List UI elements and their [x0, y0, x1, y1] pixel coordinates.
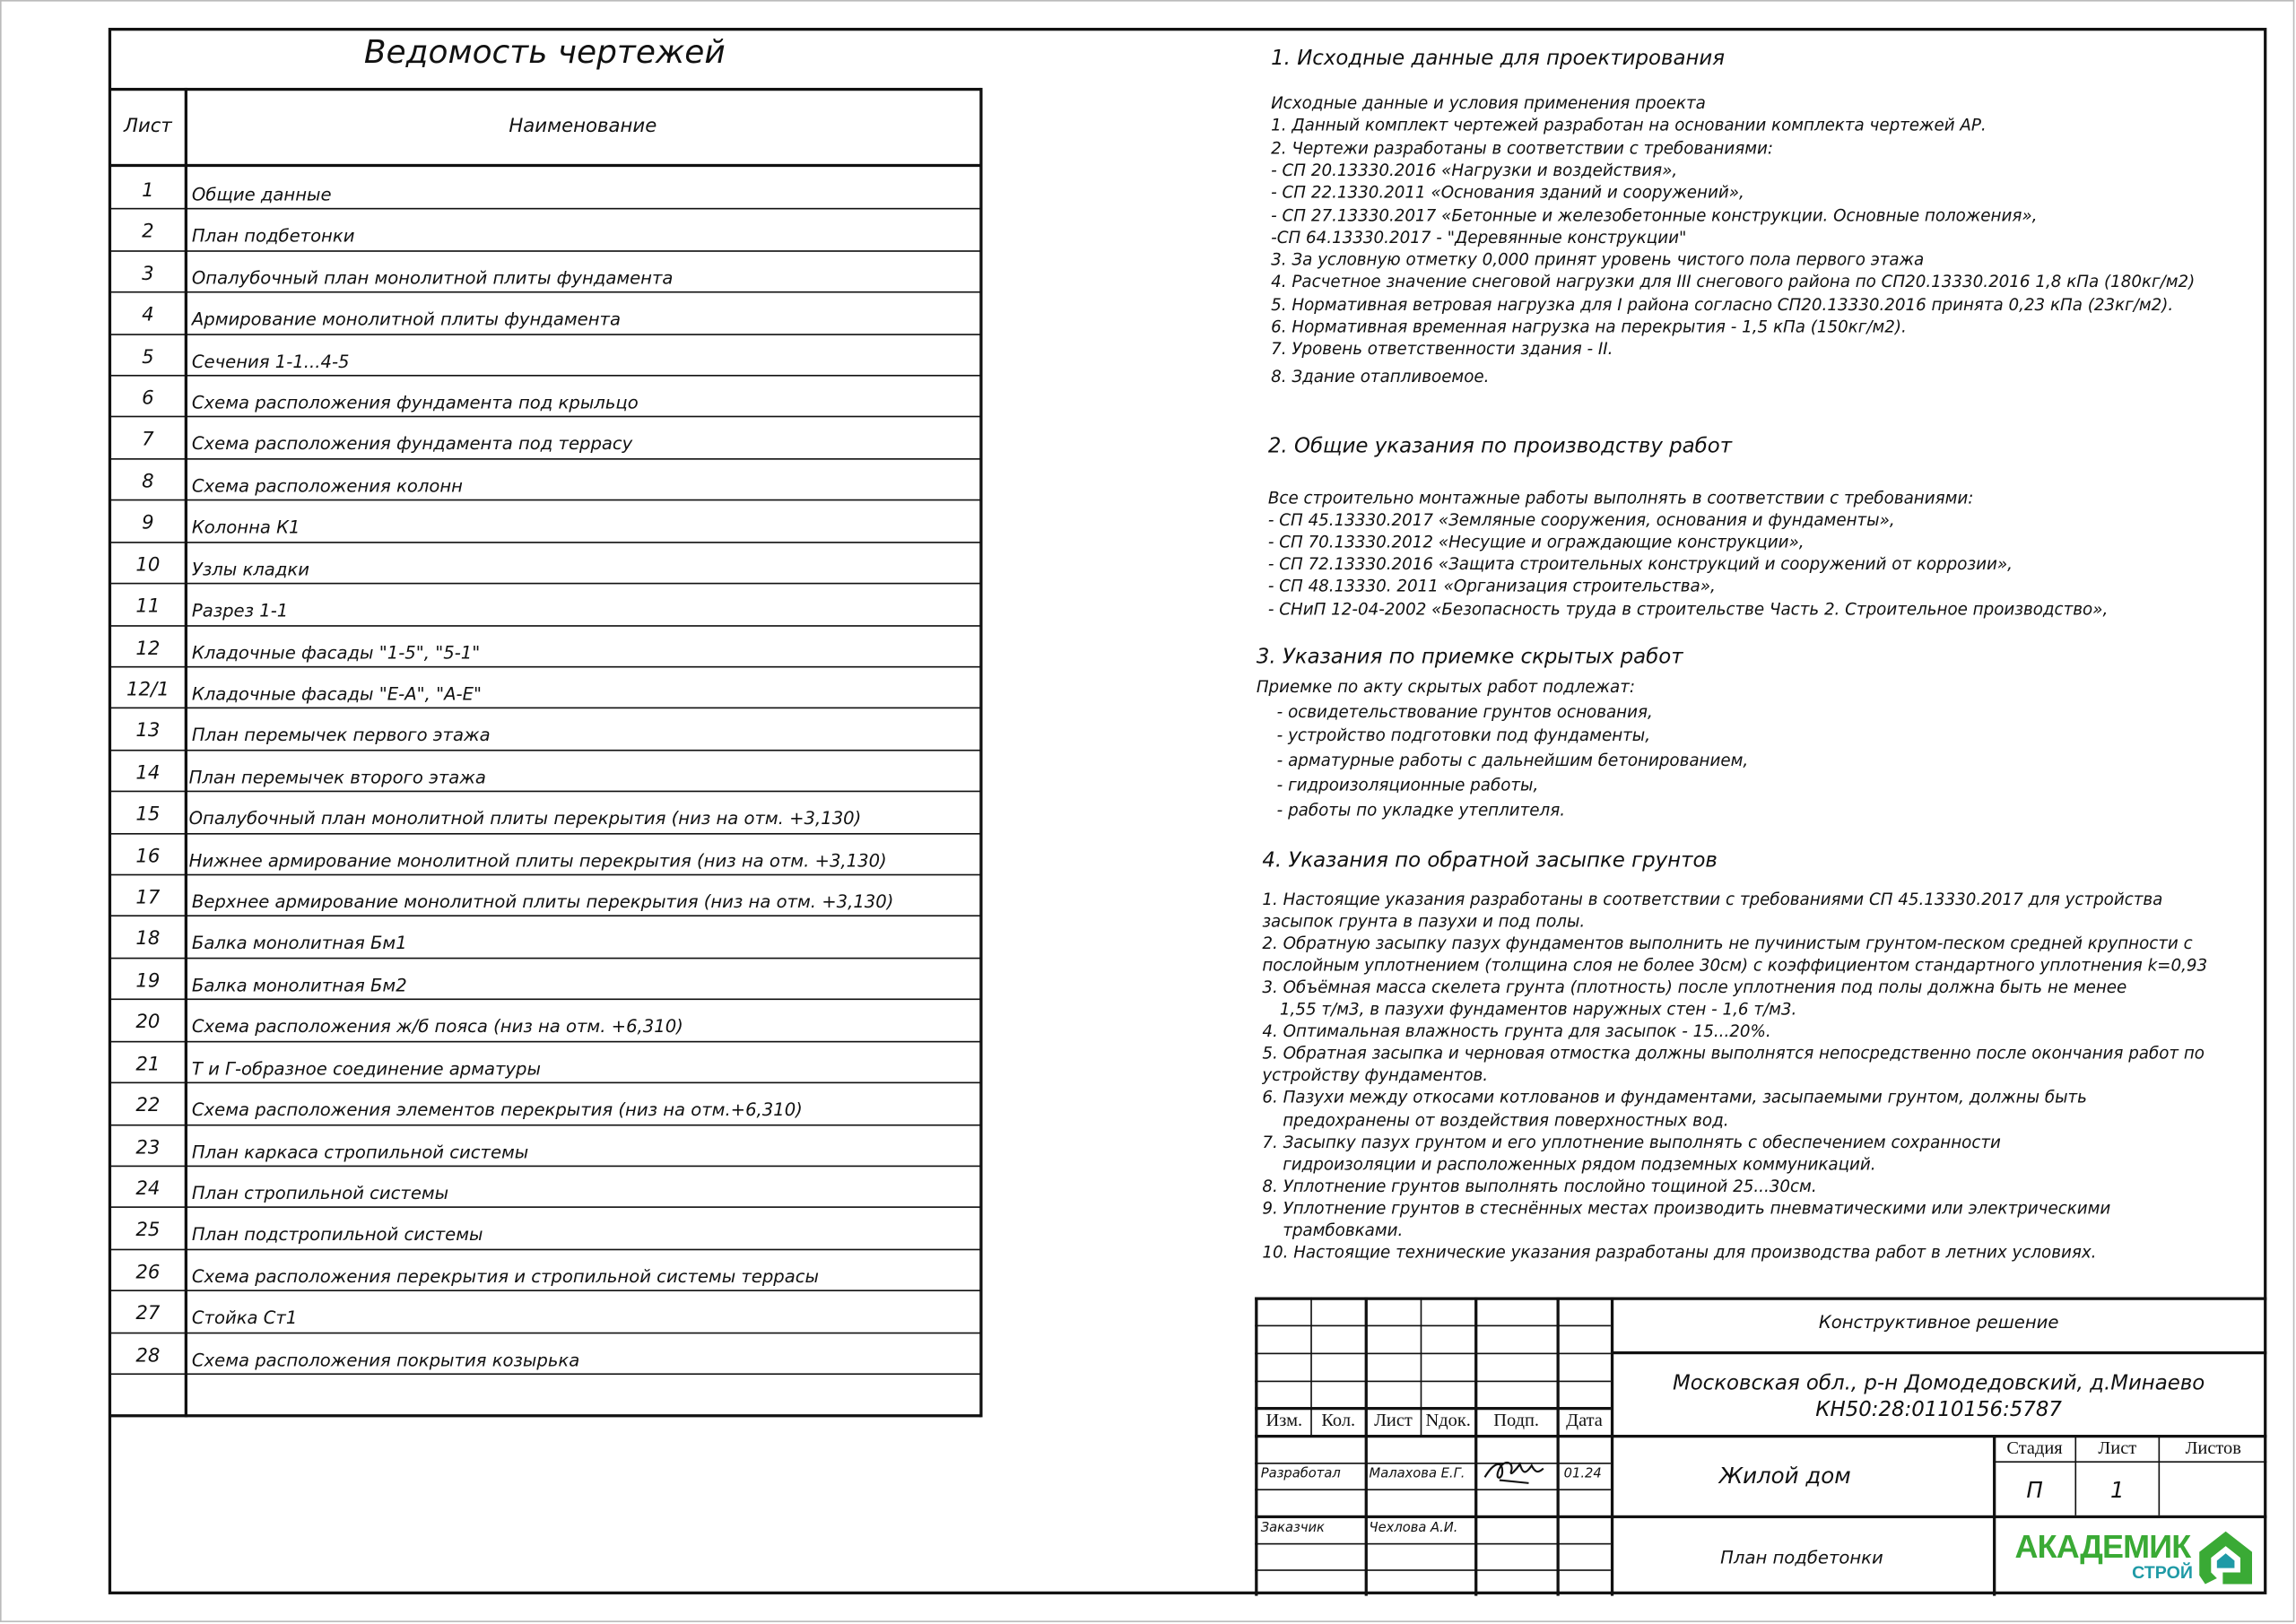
- list-row-number: 25: [135, 1220, 161, 1243]
- list-row-number: 2: [142, 221, 154, 244]
- list-row-rule: [109, 915, 980, 916]
- list-row-name: Схема расположения ж/б пояса (низ на отм. +6,310): [191, 1016, 683, 1038]
- list-row-name: План каркаса стропильной системы: [191, 1141, 529, 1162]
- list-row-number: 18: [135, 928, 161, 951]
- list-row-number: 20: [135, 1012, 161, 1035]
- notes-line: 4. Расчетное значение снеговой нагрузки для III снегового района по СП20.13330.2016 1,8 кПа (180кг/м2): [1271, 273, 2196, 292]
- notes-line: послойным уплотнением (толщина слоя не более 30см) с коэффициентом стандартного уплотнения k=0,93: [1262, 956, 2208, 976]
- list-row-name: Опалубочный план монолитной плиты перекрытия (низ на отм. +3,130): [188, 808, 862, 829]
- tb-dev-name: Малахова Е.Г.: [1369, 1466, 1465, 1482]
- list-row-number: 19: [135, 970, 161, 993]
- list-row-name: Кладочные фасады "1-5", "5-1": [191, 641, 481, 663]
- list-row-rule: [109, 1125, 980, 1126]
- list-row-name: Схема расположения элементов перекрытия (низ на отм.+6,310): [191, 1099, 803, 1121]
- list-row-name: Стойка Ст1: [191, 1307, 298, 1329]
- list-row-number: 8: [142, 471, 154, 494]
- notes-line: Исходные данные и условия применения проекта: [1271, 93, 1706, 113]
- list-row-number: 28: [135, 1344, 161, 1368]
- list-row-name: Схема расположения перекрытия и стропильной системы террасы: [191, 1265, 819, 1287]
- tb-sheet-label: Лист: [2098, 1437, 2137, 1459]
- list-row-name: Узлы кладки: [191, 559, 309, 580]
- tb-sheets-label: Листов: [2185, 1437, 2241, 1459]
- notes-line: - СП 48.13330. 2011 «Организация строительства»,: [1267, 577, 1716, 597]
- notes-section-title: 1. Исходные данные для проектирования: [1271, 47, 1726, 71]
- tb-col-podp: Подп.: [1493, 1410, 1539, 1431]
- list-column-divider: [185, 88, 187, 1417]
- tb-col-list: Лист: [1374, 1410, 1413, 1431]
- list-row-rule: [109, 1041, 980, 1043]
- list-row-name: План подбетонки: [191, 226, 355, 247]
- tb-h1: [1255, 1325, 1611, 1327]
- notes-line: - гидроизоляционные работы,: [1276, 775, 1539, 795]
- tb-cadastral: КН50:28:0110156:5787: [1815, 1398, 2062, 1422]
- list-row-name: Балка монолитная Бм2: [191, 975, 407, 995]
- list-row-number: 1: [142, 179, 154, 203]
- tb-h7: [1255, 1489, 1611, 1490]
- tb-h6: [1255, 1463, 1611, 1464]
- tb-stage-h: [1993, 1461, 2266, 1463]
- list-row-number: 4: [142, 304, 154, 327]
- list-row-name: Колонна К1: [191, 517, 300, 538]
- list-row-number: 27: [135, 1303, 161, 1325]
- tb-stage-label: Стадия: [2006, 1437, 2063, 1459]
- list-row-name: Схема расположения фундамента под крыльцо: [191, 392, 639, 413]
- list-row-rule: [109, 1082, 980, 1084]
- list-row-rule: [109, 291, 980, 293]
- notes-line: - СНиП 12-04-2002 «Безопасность труда в строительстве Часть 2. Строительное производство»,: [1267, 599, 2109, 619]
- signature-icon: [1479, 1454, 1552, 1489]
- notes-line: 4. Оптимальная влажность грунта для засыпок - 15...20%.: [1262, 1022, 1771, 1042]
- list-row-rule: [109, 791, 980, 793]
- list-row-name: План перемычек первого этажа: [191, 725, 491, 746]
- notes-line: предохранены от воздействия поверхностных вод.: [1283, 1110, 1729, 1130]
- list-row-name: Армирование монолитной плиты фундамента: [191, 308, 621, 330]
- list-row-number: 14: [135, 762, 161, 785]
- list-row-rule: [109, 375, 980, 377]
- notes-line: 2. Чертежи разработаны в соответствии с требованиями:: [1271, 138, 1774, 158]
- notes-line: - СП 27.13330.2017 «Бетонные и железобетонные конструкции. Основные положения»,: [1271, 205, 2038, 225]
- notes-line: - освидетельствование грунтов основания,: [1276, 702, 1653, 722]
- tb-v2: [1365, 1298, 1368, 1596]
- list-row-rule: [109, 334, 980, 335]
- list-row-number: 23: [135, 1136, 161, 1159]
- list-row-name: Верхнее армирование монолитной плиты перекрытия (низ на отм. +3,130): [191, 891, 894, 913]
- tb-col-izm: Изм.: [1265, 1410, 1303, 1431]
- list-row-rule: [109, 1206, 980, 1208]
- list-row-rule: [109, 666, 980, 668]
- list-row-number: 9: [142, 512, 154, 535]
- list-row-number: 5: [142, 346, 154, 369]
- list-row-rule: [109, 1373, 980, 1375]
- notes-line: 7. Засыпку пазух грунтом и его уплотнение выполнять с обеспечением сохранности: [1262, 1132, 2001, 1152]
- list-row-rule: [109, 874, 980, 876]
- list-row-name: Балка монолитная Бм1: [191, 933, 407, 954]
- tb-top-rule: [1255, 1298, 2266, 1300]
- notes-section-title: 4. Указания по обратной засыпке грунтов: [1262, 848, 1718, 873]
- list-right-border: [979, 88, 982, 1417]
- notes-section-title: 2. Общие указания по производству работ: [1267, 434, 1733, 459]
- notes-line: засыпок грунта в пазухи и под полы.: [1262, 912, 1586, 932]
- list-row-name: План подстропильной системы: [191, 1224, 483, 1246]
- tb-role-dev: Разработал: [1260, 1466, 1341, 1482]
- list-row-name: Кладочные фасады "Е-А", "А-Е": [191, 683, 482, 705]
- tb-v4: [1474, 1298, 1477, 1596]
- list-row-number: 13: [135, 720, 161, 743]
- tb-col-ndok: Nдок.: [1425, 1410, 1471, 1431]
- notes-line: 7. Уровень ответственности здания - II.: [1271, 340, 1613, 360]
- notes-line: - работы по укладке утеплителя.: [1276, 800, 1566, 820]
- tb-h10: [1255, 1569, 1611, 1571]
- notes-line: 1. Данный комплект чертежей разработан на основании комплекта чертежей АР.: [1271, 116, 1987, 135]
- notes-line: Все строительно монтажные работы выполнять в соответствии с требованиями:: [1267, 489, 1974, 508]
- list-row-name: Схема расположения колонн: [191, 475, 463, 497]
- list-bottom-rule: [109, 1414, 980, 1417]
- tb-h2r: [1611, 1351, 2266, 1354]
- list-row-rule: [109, 1166, 980, 1168]
- notes-line: 10. Настоящие технические указания разработаны для производства работ в летних условиях.: [1262, 1242, 2097, 1263]
- notes-line: 3. За условную отметку 0,000 принят уровень чистого пола первого этажа: [1271, 250, 1925, 270]
- list-row-number: 21: [135, 1053, 161, 1076]
- list-row-name: План перемычек второго этажа: [188, 767, 486, 788]
- tb-h8: [1255, 1515, 2266, 1518]
- list-header-bottom-rule: [109, 164, 980, 167]
- tb-h9: [1255, 1543, 1611, 1545]
- list-row-rule: [109, 750, 980, 751]
- list-row-rule: [109, 416, 980, 418]
- tb-object: Жилой дом: [1718, 1463, 1851, 1489]
- list-row-number: 16: [135, 846, 161, 868]
- tb-h3: [1255, 1381, 1611, 1383]
- notes-line: - СП 45.13330.2017 «Земляные сооружения, основания и фундаменты»,: [1267, 510, 1895, 531]
- list-row-rule: [109, 833, 980, 835]
- list-row-name: Разрез 1-1: [191, 600, 289, 621]
- list-row-number: 17: [135, 887, 161, 909]
- list-row-rule: [109, 958, 980, 960]
- list-row-rule: [109, 250, 980, 252]
- notes-line: - СП 22.1330.2011 «Основания зданий и сооружений»,: [1271, 183, 1744, 203]
- notes-line: - устройство подготовки под фундаменты,: [1276, 726, 1651, 746]
- tb-sheet-value: 1: [2110, 1477, 2125, 1504]
- tb-client-name: Чехлова А.И.: [1369, 1521, 1458, 1536]
- list-col-name: Наименование: [509, 115, 657, 138]
- list-row-rule: [109, 1333, 980, 1334]
- tb-address: Московская обл., р-н Домодедовский, д.Минаево: [1672, 1371, 2205, 1395]
- list-row-name: Нижнее армирование монолитной плиты перекрытия (низ на отм. +3,130): [188, 849, 887, 871]
- tb-stage-value: П: [2026, 1477, 2043, 1504]
- list-row-rule: [109, 1290, 980, 1291]
- list-row-rule: [109, 542, 980, 543]
- notes-line: трамбовками.: [1283, 1220, 1404, 1240]
- logo-subtext: СТРОЙ: [2132, 1562, 2193, 1583]
- list-row-rule: [109, 998, 980, 1000]
- notes-line: - СП 70.13330.2012 «Несущие и ограждающие конструкции»,: [1267, 533, 1805, 552]
- list-row-name: Сечения 1-1...4-5: [191, 351, 350, 372]
- list-row-name: Схема расположения фундамента под террасу: [191, 434, 633, 455]
- list-row-rule: [109, 708, 980, 709]
- list-col-sheet: Лист: [123, 115, 172, 138]
- notes-line: 1,55 т/м3, в пазухи фундаментов наружных стен - 1,6 т/м3.: [1279, 1000, 1797, 1020]
- list-row-number: 15: [135, 803, 161, 827]
- notes-line: гидроизоляции и расположенных рядом подземных коммуникаций.: [1283, 1154, 1876, 1174]
- tb-doc-type: Конструктивное решение: [1818, 1311, 2059, 1333]
- list-row-rule: [109, 583, 980, 585]
- tb-v5: [1557, 1298, 1560, 1596]
- notes-line: Приемке по акту скрытых работ подлежат:: [1256, 677, 1636, 698]
- list-row-number: 11: [135, 595, 161, 619]
- house-logo-icon: [2196, 1528, 2255, 1586]
- company-logo: [2009, 1523, 2258, 1590]
- list-row-rule: [109, 499, 980, 501]
- tb-left-rule: [1255, 1298, 1257, 1596]
- notes-line: 8. Уплотнение грунтов выполнять послойно тощиной 25...30см.: [1262, 1177, 1817, 1196]
- tb-role-client: Заказчик: [1260, 1521, 1325, 1536]
- notes-line: 9. Уплотнение грунтов в стеснённых местах производить пневматическими или электрическими: [1262, 1198, 2111, 1218]
- list-row-number: 3: [142, 263, 154, 286]
- notes-line: 6. Пазухи между откосами котлованов и фундаментами, засыпаемыми грунтом, должны быть: [1262, 1088, 2087, 1107]
- list-row-number: 7: [142, 430, 154, 452]
- list-row-rule: [109, 1249, 980, 1251]
- notes-line: 2. Обратную засыпку пазух фундаментов выполнить не пучинистым грунтом-песком средней крупности с: [1262, 934, 2193, 954]
- notes-line: - СП 20.13330.2016 «Нагрузки и воздействия»,: [1271, 161, 1678, 180]
- list-row-rule: [109, 208, 980, 210]
- list-row-name: Т и Г-образное соединение арматуры: [191, 1057, 541, 1079]
- notes-section-title: 3. Указания по приемке скрытых работ: [1256, 645, 1683, 670]
- notes-line: 3. Объёмная масса скелета грунта (плотность) после уплотнения под полы должна быть не менее: [1262, 977, 2127, 998]
- notes-line: 5. Обратная засыпка и черновая отмостка должны выполнятся непосредственно после окончания работ по: [1262, 1044, 2205, 1064]
- logo-text: АКАДЕМИК: [2014, 1528, 2191, 1566]
- list-row-rule: [109, 625, 980, 627]
- notes-line: устройству фундаментов.: [1262, 1066, 1489, 1086]
- list-row-name: Общие данные: [191, 184, 332, 205]
- notes-line: 5. Нормативная ветровая нагрузка для I района согласно СП20.13330.2016 принята 0,23 кПа (23кг/м2).: [1271, 295, 2174, 315]
- drawing-list-title: Ведомость чертежей: [363, 35, 726, 72]
- list-row-number: 12/1: [126, 679, 170, 701]
- list-row-name: План стропильной системы: [191, 1183, 449, 1203]
- list-row-number: 6: [142, 387, 154, 411]
- list-row-number: 10: [135, 554, 161, 577]
- notes-line: 8. Здание отапливоемое.: [1271, 367, 1490, 386]
- tb-dev-date: 01.24: [1563, 1466, 1602, 1482]
- list-row-rule: [109, 458, 980, 460]
- notes-line: 6. Нормативная временная нагрузка на перекрытия - 1,5 кПа (150кг/м2).: [1271, 317, 1907, 337]
- list-header-top-rule: [109, 88, 980, 91]
- notes-line: 1. Настоящие указания разработаны в соответствии с требованиями СП 45.13330.2017 для устройства: [1262, 890, 2163, 909]
- notes-line: - СП 72.13330.2016 «Защита строительных конструкций и сооружений от коррозии»,: [1267, 555, 2013, 575]
- tb-col-data: Дата: [1566, 1410, 1603, 1431]
- list-row-number: 12: [135, 638, 161, 660]
- list-row-number: 26: [135, 1261, 161, 1284]
- tb-col-kol: Кол.: [1321, 1410, 1356, 1431]
- tb-h2: [1255, 1353, 1611, 1355]
- list-row-name: Схема расположения покрытия козырька: [191, 1349, 580, 1370]
- notes-line: -СП 64.13330.2017 - "Деревянные конструкции": [1271, 228, 1687, 248]
- tb-drawing-name: План подбетонки: [1720, 1547, 1883, 1568]
- list-row-name: Опалубочный план монолитной плиты фундамента: [191, 267, 674, 289]
- notes-line: - арматурные работы с дальнейшим бетонированием,: [1276, 751, 1749, 770]
- list-row-number: 24: [135, 1178, 161, 1201]
- list-row-number: 22: [135, 1095, 161, 1117]
